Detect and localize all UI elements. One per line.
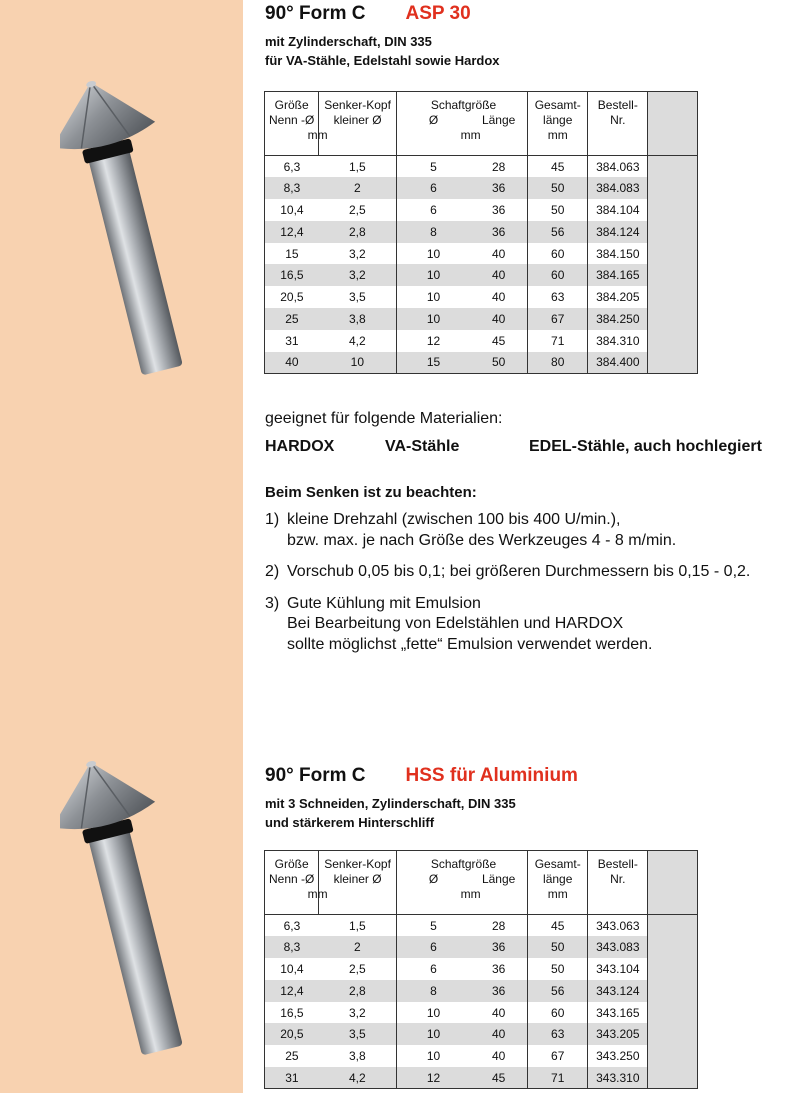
section2-subtitle-2: und stärkerem Hinterschliff	[265, 815, 435, 830]
table-row	[265, 286, 698, 308]
section2-title	[265, 765, 578, 787]
col-schaft-len: Länge mm	[470, 851, 527, 915]
table-cell: 10	[319, 352, 396, 374]
table-cell: 384.083	[588, 177, 648, 199]
table-cell: 2,8	[319, 980, 396, 1002]
table-cell: 10,4	[265, 199, 319, 221]
table-cell: 10	[396, 286, 470, 308]
table-row	[265, 1067, 698, 1089]
table-cell: 60	[528, 243, 588, 265]
table-cell: 56	[528, 980, 588, 1002]
table-cell: 40	[470, 286, 527, 308]
table-cell: 8	[396, 221, 470, 243]
table-cell: 45	[470, 330, 527, 352]
table-cell: 16,5	[265, 1002, 319, 1024]
table-cell: 8,3	[265, 177, 319, 199]
table-cell: 343.310	[588, 1067, 648, 1089]
table-cell: 343.083	[588, 936, 648, 958]
col-schaft-len: Länge mm	[470, 92, 527, 156]
note-line: Gute Kühlung mit Emulsion	[287, 594, 481, 612]
countersink-tool-image	[60, 70, 190, 375]
table-row	[265, 915, 698, 937]
table-row	[265, 330, 698, 352]
table-cell-empty	[648, 980, 698, 1002]
table-cell: 71	[528, 1067, 588, 1089]
section1-title-accent: ASP 30	[405, 3, 471, 24]
table-row	[265, 958, 698, 980]
table-cell: 3,5	[319, 286, 396, 308]
table-cell: 16,5	[265, 264, 319, 286]
col-bestell: Bestell- Nr.	[588, 92, 648, 156]
table-cell: 4,2	[319, 1067, 396, 1089]
section2-title-text: 90° Form C	[265, 765, 366, 786]
table-cell: 5	[396, 156, 470, 178]
table-cell: 67	[528, 1045, 588, 1067]
table-cell: 63	[528, 286, 588, 308]
table-cell: 10	[396, 1002, 470, 1024]
note-line: Vorschub 0,05 bis 0,1; bei größeren Durchmessern bis 0,15 - 0,2.	[287, 563, 751, 580]
table-row	[265, 221, 698, 243]
table-cell: 1,5	[319, 156, 396, 178]
table-cell: 50	[528, 199, 588, 221]
table-cell: 12,4	[265, 980, 319, 1002]
table-cell: 10	[396, 308, 470, 330]
table-cell: 50	[528, 958, 588, 980]
table-cell-empty	[648, 330, 698, 352]
note-line: kleine Drehzahl (zwischen 100 bis 400 U/min.),	[287, 511, 621, 528]
table-cell: 10	[396, 243, 470, 265]
col-groesse: Größe Nenn -Ø mm	[265, 92, 319, 156]
note-item	[265, 594, 750, 656]
table-cell: 3,2	[319, 1002, 396, 1024]
note-line: sollte möglichst „fette“ Emulsion verwendet werden.	[287, 635, 653, 653]
notes-list	[265, 510, 750, 666]
table-cell: 56	[528, 221, 588, 243]
col-groesse: Größe Nenn -Ø mm	[265, 851, 319, 915]
table-row	[265, 243, 698, 265]
note-number: 3)	[265, 594, 280, 612]
table-row	[265, 352, 698, 374]
table-cell: 12	[396, 1067, 470, 1089]
table-cell: 25	[265, 308, 319, 330]
table-header-row	[265, 851, 698, 915]
table-cell: 25	[265, 1045, 319, 1067]
section2-title-accent: HSS	[405, 765, 445, 786]
table-cell: 36	[470, 936, 527, 958]
table-cell: 31	[265, 330, 319, 352]
table-cell-empty	[648, 286, 698, 308]
table-cell: 2,5	[319, 199, 396, 221]
table-cell: 40	[470, 243, 527, 265]
col-gesamt: Gesamt- länge mm	[528, 851, 588, 915]
table-cell: 2,5	[319, 958, 396, 980]
table-row	[265, 177, 698, 199]
table-cell-empty	[648, 1002, 698, 1024]
section1-title	[265, 3, 500, 25]
materials-intro: geeignet für folgende Materialien:	[265, 410, 503, 427]
col-schaft-d: Schaftgröße Ø	[396, 851, 470, 915]
table-cell: 384.124	[588, 221, 648, 243]
table-cell: 2,8	[319, 221, 396, 243]
table-cell: 5	[396, 915, 470, 937]
table-cell-empty	[648, 958, 698, 980]
table-cell: 2	[319, 177, 396, 199]
table-cell: 40	[470, 1002, 527, 1024]
table-cell: 10	[396, 1023, 470, 1045]
table-cell: 15	[265, 243, 319, 265]
table-row	[265, 1023, 698, 1045]
table-cell: 45	[528, 915, 588, 937]
table-row	[265, 264, 698, 286]
table-row	[265, 1045, 698, 1067]
note-line: Bei Bearbeitung von Edelstählen und HARDOX	[287, 615, 624, 632]
table-cell: 40	[470, 1045, 527, 1067]
table-cell: 60	[528, 264, 588, 286]
table-cell-empty	[648, 1045, 698, 1067]
table-cell: 8	[396, 980, 470, 1002]
col-bestell: Bestell- Nr.	[588, 851, 648, 915]
table-cell: 343.124	[588, 980, 648, 1002]
table-cell: 40	[470, 308, 527, 330]
table-cell-empty	[648, 264, 698, 286]
table-cell: 36	[470, 980, 527, 1002]
table-cell-empty	[648, 1023, 698, 1045]
table-cell: 4,2	[319, 330, 396, 352]
col-gesamt: Gesamt- länge mm	[528, 92, 588, 156]
table-header-row	[265, 92, 698, 156]
countersink-tool-image	[60, 750, 190, 1060]
table-cell: 80	[528, 352, 588, 374]
table-cell-empty	[648, 243, 698, 265]
section2-header	[265, 765, 578, 832]
col-extra	[648, 851, 698, 915]
col-schaft-d: Schaftgröße Ø	[396, 92, 470, 156]
table-cell-empty	[648, 221, 698, 243]
table-cell: 384.205	[588, 286, 648, 308]
table-cell: 6	[396, 958, 470, 980]
table-cell-empty	[648, 308, 698, 330]
table-row	[265, 936, 698, 958]
table-cell: 384.400	[588, 352, 648, 374]
col-senker: Senker-Kopf kleiner Ø	[319, 851, 396, 915]
table-cell: 67	[528, 308, 588, 330]
table-cell: 3,8	[319, 308, 396, 330]
table-cell: 36	[470, 199, 527, 221]
col-extra	[648, 92, 698, 156]
table-cell: 60	[528, 1002, 588, 1024]
table-cell: 6	[396, 936, 470, 958]
table-cell-empty	[648, 915, 698, 937]
note-number: 2)	[265, 563, 280, 580]
table-cell: 2	[319, 936, 396, 958]
note-item	[265, 510, 750, 551]
table-cell: 36	[470, 958, 527, 980]
spec-table-body	[265, 156, 698, 374]
table-cell: 31	[265, 1067, 319, 1089]
table-cell: 343.250	[588, 1045, 648, 1067]
table-row	[265, 1002, 698, 1024]
table-cell-empty	[648, 177, 698, 199]
table-cell: 10	[396, 264, 470, 286]
table-cell: 343.063	[588, 915, 648, 937]
section2-title-accent-rest: für Aluminium	[449, 765, 578, 786]
section1-title-text: 90° Form C	[265, 3, 366, 24]
table-cell-empty	[648, 936, 698, 958]
table-cell-empty	[648, 352, 698, 374]
table-cell: 50	[528, 936, 588, 958]
table-cell: 20,5	[265, 1023, 319, 1045]
table-cell: 20,5	[265, 286, 319, 308]
table-cell: 1,5	[319, 915, 396, 937]
table-cell: 384.165	[588, 264, 648, 286]
table-cell: 36	[470, 177, 527, 199]
table-cell: 384.310	[588, 330, 648, 352]
section2-subtitle-1: mit 3 Schneiden, Zylinderschaft, DIN 335	[265, 796, 516, 811]
table-cell: 384.250	[588, 308, 648, 330]
table-cell: 40	[265, 352, 319, 374]
table-cell: 6,3	[265, 915, 319, 937]
table-cell: 36	[470, 221, 527, 243]
table-cell: 343.205	[588, 1023, 648, 1045]
table-cell: 50	[470, 352, 527, 374]
table-row	[265, 156, 698, 178]
spec-table-asp30	[264, 91, 698, 374]
table-cell-empty	[648, 156, 698, 178]
col-senker: Senker-Kopf kleiner Ø	[319, 92, 396, 156]
table-cell: 40	[470, 264, 527, 286]
table-cell: 45	[528, 156, 588, 178]
note-item	[265, 562, 750, 583]
note-number: 1)	[265, 511, 280, 528]
spec-table-body	[265, 915, 698, 1089]
table-cell: 384.104	[588, 199, 648, 221]
table-cell: 384.063	[588, 156, 648, 178]
table-cell: 8,3	[265, 936, 319, 958]
section1-subtitle-2: für VA-Stähle, Edelstahl sowie Hardox	[265, 53, 500, 68]
table-cell: 343.165	[588, 1002, 648, 1024]
table-cell: 12,4	[265, 221, 319, 243]
spec-table-hss	[264, 850, 698, 1089]
note-line: bzw. max. je nach Größe des Werkzeuges 4 - 8 m/min.	[287, 531, 677, 549]
table-cell: 3,5	[319, 1023, 396, 1045]
table-row	[265, 980, 698, 1002]
table-cell-empty	[648, 199, 698, 221]
table-cell: 6	[396, 199, 470, 221]
table-cell-empty	[648, 1067, 698, 1089]
table-row	[265, 199, 698, 221]
table-cell: 3,2	[319, 243, 396, 265]
table-cell: 28	[470, 915, 527, 937]
material-va-staehle: VA-Stähle	[385, 438, 460, 455]
table-cell: 63	[528, 1023, 588, 1045]
table-cell: 3,2	[319, 264, 396, 286]
section1-header	[265, 3, 500, 70]
table-cell: 343.104	[588, 958, 648, 980]
table-cell: 6,3	[265, 156, 319, 178]
materials-list	[265, 438, 795, 458]
table-cell: 50	[528, 177, 588, 199]
table-row	[265, 308, 698, 330]
table-cell: 15	[396, 352, 470, 374]
table-cell: 45	[470, 1067, 527, 1089]
table-cell: 12	[396, 330, 470, 352]
table-cell: 6	[396, 177, 470, 199]
material-edel-staehle: EDEL-Stähle, auch hochlegiert	[529, 438, 762, 455]
table-cell: 71	[528, 330, 588, 352]
section1-subtitle-1: mit Zylinderschaft, DIN 335	[265, 34, 432, 49]
table-cell: 40	[470, 1023, 527, 1045]
table-cell: 28	[470, 156, 527, 178]
material-hardox: HARDOX	[265, 438, 335, 455]
notes-heading: Beim Senken ist zu beachten:	[265, 484, 477, 501]
table-cell: 384.150	[588, 243, 648, 265]
table-cell: 10	[396, 1045, 470, 1067]
table-cell: 10,4	[265, 958, 319, 980]
table-cell: 3,8	[319, 1045, 396, 1067]
